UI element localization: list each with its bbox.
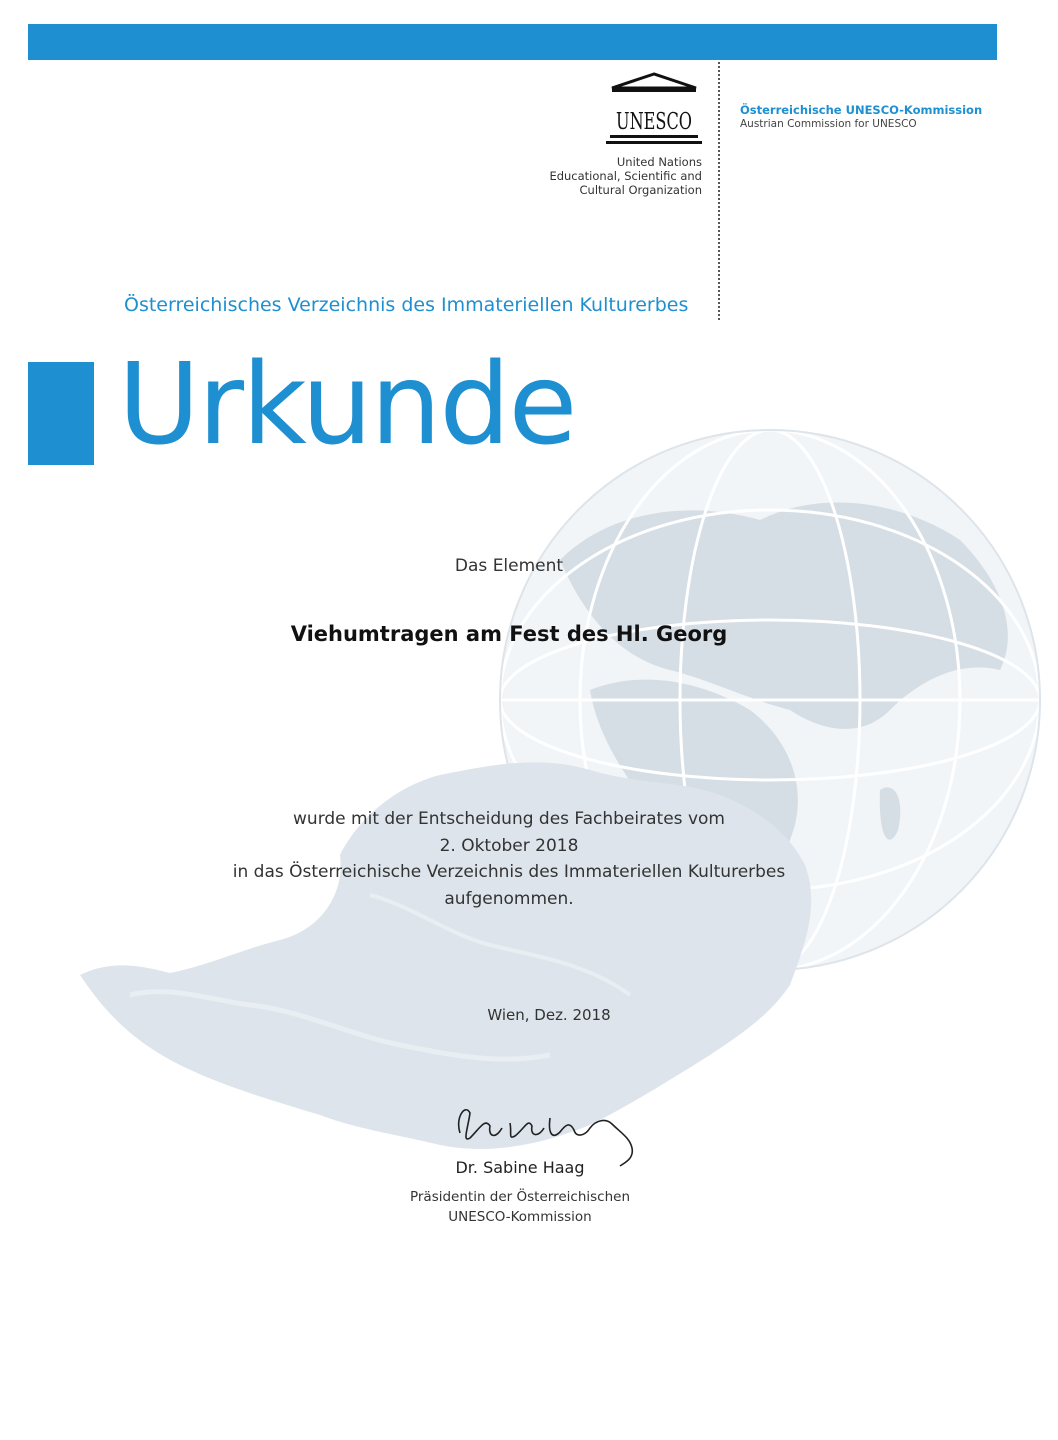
decision-line-2: 2. Oktober 2018: [439, 835, 579, 856]
unesco-logo: [606, 72, 702, 146]
registry-title: Österreichisches Verzeichnis des Immateriellen Kulturerbes: [124, 294, 689, 316]
decision-line-4: aufgenommen.: [444, 888, 574, 909]
commission-name-de: Österreichische UNESCO-Kommission: [740, 103, 983, 117]
signatory-role: [11, 1187, 1029, 1227]
signatory-name: Dr. Sabine Haag: [455, 1158, 585, 1177]
un-line-2: Educational, Scientific and: [549, 169, 702, 183]
dotted-divider: [718, 62, 720, 320]
element-name: Viehumtragen am Fest des Hl. Georg: [290, 622, 728, 646]
certificate-title: Urkunde: [118, 340, 576, 470]
un-line-1: United Nations: [616, 155, 702, 169]
role-line-2: UNESCO-Kommission: [448, 1209, 592, 1225]
intro-text: Das Element: [454, 556, 564, 576]
decision-text: [0, 806, 1018, 912]
role-line-1: Präsidentin der Österreichischen: [409, 1189, 631, 1205]
commission-name-en: Austrian Commission for UNESCO: [740, 118, 917, 130]
top-accent-bar: [28, 24, 997, 60]
place-date: Wien, Dez. 2018: [487, 1006, 611, 1024]
handwritten-signature-icon: [440, 1088, 650, 1168]
un-line-3: Cultural Organization: [579, 183, 702, 197]
unesco-logo-text: UNESCO: [616, 109, 692, 135]
decision-line-3: in das Österreichische Verzeichnis des Immateriellen Kulturerbes: [232, 862, 786, 882]
decision-line-1: wurde mit der Entscheidung des Fachbeirates vom: [293, 809, 725, 829]
un-organization-name: [520, 155, 702, 197]
title-accent-block: [28, 362, 94, 465]
